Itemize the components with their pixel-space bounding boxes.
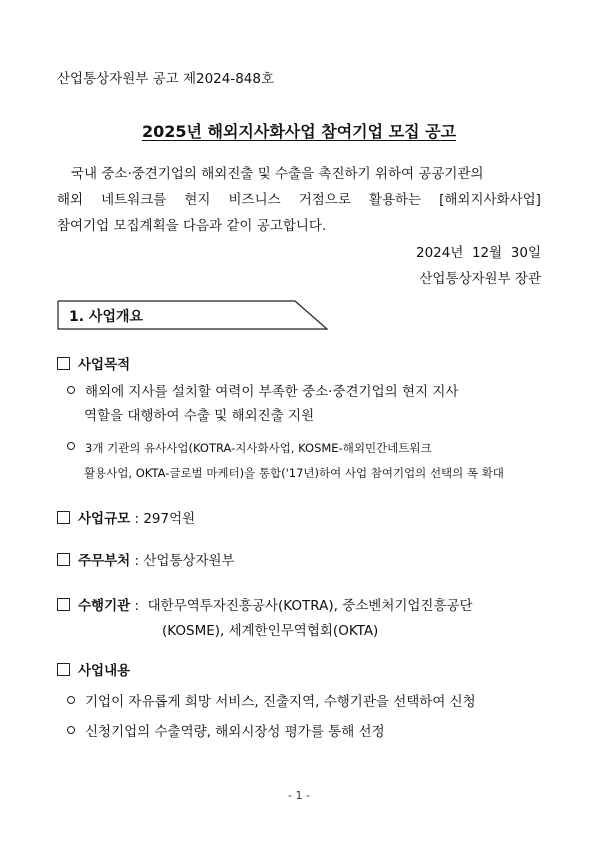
ministry-row: 주무부처 : 산업통상자원부	[57, 552, 235, 570]
circle-bullet-icon	[67, 442, 75, 450]
checkbox-square-icon	[57, 553, 70, 566]
content-bullet-1: 기업이 자유롭게 희망 서비스, 진출지역, 수행기관을 선택하여 신청	[67, 693, 476, 711]
intro-word: 활용하는	[368, 192, 422, 208]
page-title: 2025년 해외지사화사업 참여기업 모집 공고	[141, 122, 457, 141]
purpose-bullet-1: 해외에 지사를 설치할 여력이 부족한 중소·중견기업의 현지 지사	[67, 383, 458, 401]
scale-row: 사업규모 : 297억원	[57, 510, 195, 528]
page-number: - 1 -	[288, 789, 310, 802]
circle-bullet-icon	[67, 696, 75, 704]
notice-date: 2024년 12월 30일	[415, 245, 541, 261]
purpose-bullet-1-cont: 역할을 대행하여 수출 및 해외진출 지원	[84, 408, 315, 424]
circle-bullet-icon	[67, 726, 75, 734]
purpose-bullet-2: 3개 기관의 유사사업(KOTRA-지사화사업, KOSME-해외민간네트워크	[67, 439, 432, 457]
signature: 산업통상자원부 장관	[419, 271, 541, 287]
content-heading: 사업내용	[57, 662, 130, 680]
checkbox-square-icon	[57, 357, 70, 370]
notice-number: 산업통상자원부 공고 제2024-848호	[57, 71, 275, 87]
circle-bullet-icon	[67, 386, 75, 394]
intro-word: 비즈니스	[228, 192, 281, 208]
purpose-bullet-2-cont: 활용사업, OKTA-글로벌 마케터)을 통합('17년)하여 사업 참여기업의 선택의 폭 확대	[84, 466, 504, 480]
intro-word: 현지	[184, 192, 211, 208]
checkbox-square-icon	[57, 511, 70, 524]
purpose-heading: 사업목적	[57, 356, 130, 374]
intro-line-3: 참여기업 모집계획을 다음과 같이 공고합니다.	[57, 218, 327, 234]
intro-line-2	[57, 187, 541, 213]
intro-word: 거점으로	[298, 192, 351, 208]
content-bullet-2: 신청기업의 수출역량, 해외시장성 평가를 통해 선정	[67, 723, 385, 741]
intro-paragraph	[57, 161, 541, 239]
checkbox-square-icon	[57, 663, 70, 676]
intro-word: 해외	[57, 192, 84, 208]
agencies-row-cont: (KOSME), 세계한인무역협회(OKTA)	[162, 623, 379, 639]
intro-word: 네트워크를	[101, 192, 167, 208]
agencies-row: 수행기관 : 대한무역투자진흥공사(KOTRA), 중소벤처기업진흥공단	[57, 597, 473, 615]
intro-line-1: 국내 중소·중견기업의 해외진출 및 수출을 촉진하기 위하여 공공기관의	[71, 166, 484, 182]
intro-word: [해외지사화사업]	[439, 192, 541, 208]
checkbox-square-icon	[57, 598, 70, 611]
section-1-title: 1. 사업개요	[69, 309, 144, 325]
section-1-banner	[57, 299, 329, 331]
